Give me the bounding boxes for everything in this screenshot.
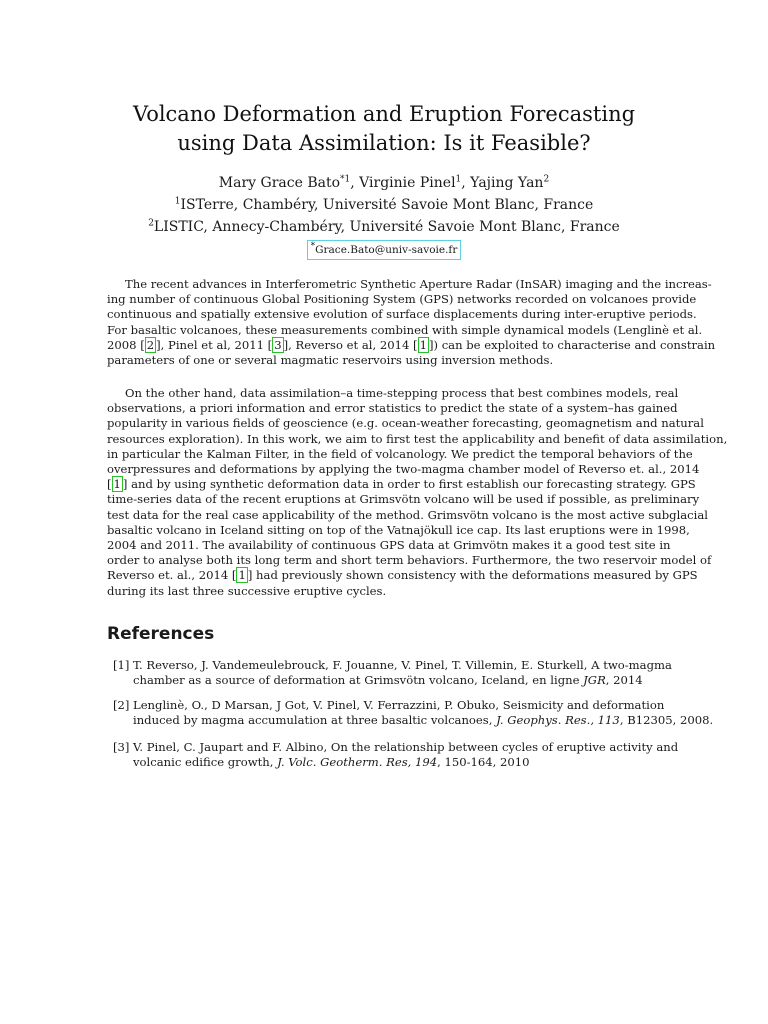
reference-item-2 xyxy=(107,698,714,729)
p2-line-9: test data for the real case applicability of the method. Grimsvötn volcano is the most active subglacial xyxy=(107,507,709,522)
author-sup-2: 1 xyxy=(455,174,462,185)
p2-line-7: [ 1 ] and by using synthetic deformation data in order to first establish our forecasting strategy. GPS xyxy=(107,477,696,492)
reference-number: [3] xyxy=(113,740,130,754)
author-sup-3: 2 xyxy=(543,174,550,185)
references-heading: References xyxy=(107,624,215,644)
reference-number: [2] xyxy=(113,698,130,712)
p2-line-13: Reverso et. al., 2014 [ 1 ] had previously shown consistency with the deformations measured by GPS xyxy=(107,568,698,583)
p1-line-3: continuous and spatially extensive evolution of surface displacements during inter-eruptive periods. xyxy=(107,307,697,322)
abstract-paragraph-1 xyxy=(107,277,716,368)
reference-line: chamber as a source of deformation at Grimsvötn volcano, Iceland, en ligne JGR, 2014 xyxy=(133,673,643,688)
p2-line-6: overpressures and deformations by applying the two-magma chamber model of Reverso et. al., 2014 xyxy=(107,462,700,477)
p2-line-12: order to analyse both its long term and short term behaviors. Furthermore, the two reservoir model of xyxy=(107,553,712,568)
reference-item-1 xyxy=(107,658,672,689)
citation-link-1b[interactable]: 1 xyxy=(113,477,121,492)
author-block xyxy=(0,172,768,260)
p1-line-5-d: ) can be exploited to characterise and constrain xyxy=(433,337,716,352)
author-name-1: Mary Grace Bato xyxy=(218,175,341,191)
affiliation-1 xyxy=(0,194,768,216)
p2-line-4: resources exploration). In this work, we aim to first test the applicability and benefit of data assimilation, xyxy=(107,431,728,446)
citation-link-2[interactable]: 2 xyxy=(146,337,155,352)
reference-number: [1] xyxy=(113,658,130,672)
p2-line-13-a: Reverso et. al., 2014 xyxy=(107,568,232,583)
p1-line-5-c: , Reverso et al, 2014 xyxy=(288,337,410,352)
p2-line-3: popularity in various fields of geoscience (e.g. ocean-weather forecasting, geomagnetism and natural xyxy=(107,416,704,431)
journal-name: J. Volc. Geotherm. Res, 194 xyxy=(277,755,438,770)
p1-line-6: parameters of one or several magmatic reservoirs using inversion methods. xyxy=(107,353,554,368)
author-sup-1: *1 xyxy=(340,174,351,185)
p1-line-5-b: , Pinel et al, 2011 xyxy=(160,337,264,352)
p2-line-11: 2004 and 2011. The availability of continuous GPS data at Grimvötn makes it a good test site in xyxy=(107,538,671,553)
p1-line-5: 2008 [ 2 ], Pinel et al, 2011 [ 3 ], Reverso et al, 2014 [ 1 ]) can be exploited to characterise and constrain xyxy=(107,337,716,352)
affiliation-1-text: ISTerre, Chambéry, Université Savoie Mont Blanc, France xyxy=(180,197,594,213)
p1-line-4: For basaltic volcanoes, these measurements combined with simple dynamical models (Lenglinè et al. xyxy=(107,322,703,337)
affiliation-2 xyxy=(0,216,768,238)
citation-link-3[interactable]: 3 xyxy=(274,337,282,352)
reference-line: Lenglinè, O., D Marsan, J Got, V. Pinel, V. Ferrazzini, P. Obuko, Seismicity and deformation xyxy=(133,698,665,712)
abstract-paragraph-2 xyxy=(107,386,728,599)
email-link[interactable] xyxy=(307,240,462,260)
email-text: Grace.Bato@univ-savoie.fr xyxy=(315,244,458,256)
affiliation-2-sup: 2 xyxy=(148,218,154,229)
reference-line: induced by magma accumulation at three basaltic volcanoes, J. Geophys. Res., 113, B12305, 2008. xyxy=(133,713,714,728)
p1-line-5-a: 2008 xyxy=(107,337,137,352)
p1-line-1: The recent advances in Interferometric Synthetic Aperture Radar (InSAR) imaging and the increas- xyxy=(125,277,712,291)
reference-line: volcanic edifice growth, J. Volc. Geotherm. Res, 194, 150-164, 2010 xyxy=(133,755,530,770)
p2-line-8: time-series data of the recent eruptions at Grimsvötn volcano will be used if possible, as preliminary xyxy=(107,492,700,507)
citation-link-1[interactable]: 1 xyxy=(419,337,427,352)
p2-line-10: basaltic volcano in Iceland sitting on top of the Vatnajökull ice cap. Its last eruptions were in 1998, xyxy=(107,522,690,537)
citation-link-1c[interactable]: 1 xyxy=(238,568,246,583)
affiliation-2-text: LISTIC, Annecy-Chambéry, Université Savoie Mont Blanc, France xyxy=(153,219,620,235)
p2-line-5: in particular the Kalman Filter, in the field of volcanology. We predict the temporal behaviors of the xyxy=(107,446,693,461)
reference-line: T. Reverso, J. Vandemeulebrouck, F. Jouanne, V. Pinel, T. Villemin, E. Sturkell, A two-magma xyxy=(133,658,672,672)
reference-line: V. Pinel, C. Jaupart and F. Albino, On the relationship between cycles of eruptive activity and xyxy=(133,740,679,754)
p2-line-1: On the other hand, data assimilation–a time-stepping process that best combines models, real xyxy=(125,386,679,400)
journal-name: JGR xyxy=(583,673,606,688)
paper-title xyxy=(0,100,768,158)
p1-line-2: ing number of continuous Global Positioning System (GPS) networks recorded on volcanoes provide xyxy=(107,292,697,307)
p2-line-14: during its last three successive eruptive cycles. xyxy=(107,583,387,598)
affiliation-1-sup: 1 xyxy=(174,196,181,207)
title-line-1: Volcano Deformation and Eruption Forecasting xyxy=(132,102,636,126)
author-name-2: , Virginie Pinel xyxy=(350,175,456,191)
title-line-2: using Data Assimilation: Is it Feasible? xyxy=(177,131,591,155)
reference-item-3 xyxy=(107,740,679,771)
author-names xyxy=(0,172,768,194)
p2-line-13-b: had previously shown consistency with the deformations measured by GPS xyxy=(252,568,698,583)
author-name-3: , Yajing Yan xyxy=(461,175,544,191)
p2-line-7-b: and by using synthetic deformation data in order to first establish our forecasting strategy. GPS xyxy=(127,477,696,492)
journal-name: J. Geophys. Res., 113 xyxy=(496,713,620,728)
p2-line-2: observations, a priori information and error statistics to predict the state of a system–has gained xyxy=(107,401,678,416)
email-sup: * xyxy=(310,241,316,252)
